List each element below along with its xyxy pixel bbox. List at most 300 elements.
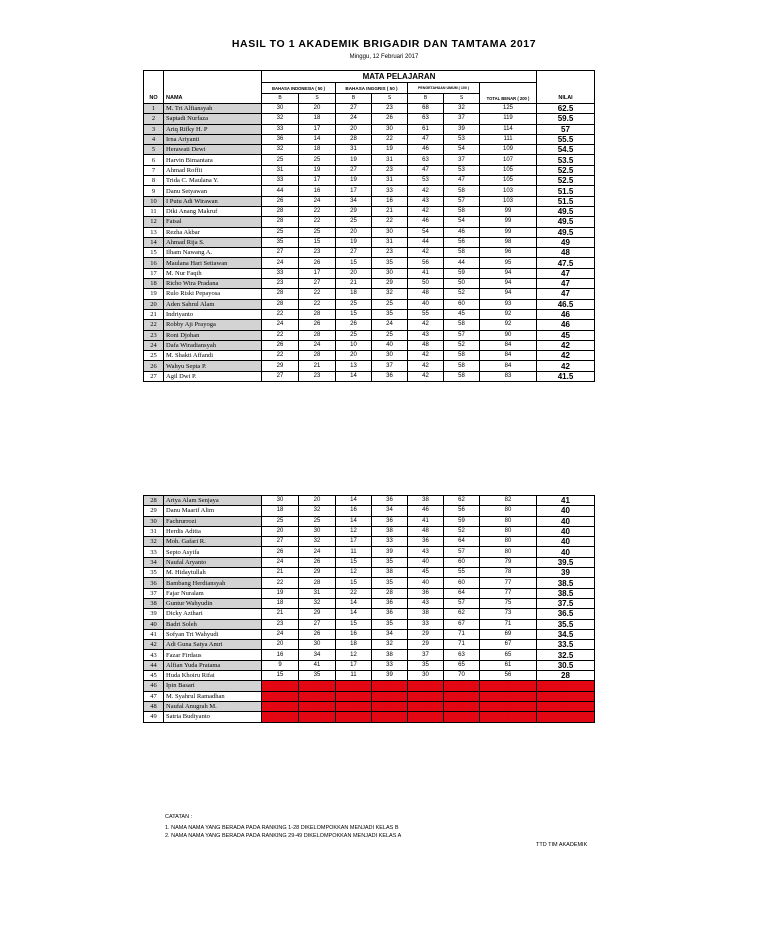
table-row [144, 619, 595, 629]
cell-bing-b: 16 [336, 506, 372, 516]
cell-nama: Robby Aji Prayoga [164, 320, 262, 330]
cell-bing-b: 20 [336, 227, 372, 237]
table-row [144, 258, 595, 268]
cell-pu-b: 43 [408, 547, 444, 557]
cell-nilai: 51.5 [537, 196, 595, 206]
table-row [144, 516, 595, 526]
cell-total: 80 [480, 547, 537, 557]
cell-nilai: 57 [537, 124, 595, 134]
cell-pu-b: 44 [408, 237, 444, 247]
cell-bi-b: 18 [262, 506, 299, 516]
cell-nilai: 53.5 [537, 155, 595, 165]
cell-no: 12 [144, 217, 164, 227]
cell-nilai: 40 [537, 506, 595, 516]
cell-pu-s: 32 [444, 104, 480, 114]
cell-bing-b: 14 [336, 609, 372, 619]
cell-pu-b: 43 [408, 598, 444, 608]
cell-pu-b: 29 [408, 640, 444, 650]
cell-bing-s: 23 [372, 165, 408, 175]
cell-nama: Danu Maarif Alim [164, 506, 262, 516]
cell-bi-s: 20 [299, 496, 336, 506]
cell-total: 98 [480, 237, 537, 247]
table-row [144, 547, 595, 557]
cell-pu-s: 39 [444, 124, 480, 134]
cell-total: 92 [480, 320, 537, 330]
cell-bing-s: 36 [372, 609, 408, 619]
cell-bing-b: 0 [336, 712, 372, 722]
cell-nilai: 36.5 [537, 609, 595, 619]
cell-pu-b: 61 [408, 124, 444, 134]
cell-pu-b: 63 [408, 114, 444, 124]
table-row [144, 712, 595, 722]
cell-pu-b: 45 [408, 568, 444, 578]
cell-nama: Fajar Nuralam [164, 588, 262, 598]
cell-bi-b: 0 [262, 681, 299, 691]
cell-total: 73 [480, 609, 537, 619]
cell-bing-b: 27 [336, 248, 372, 258]
cell-nilai: 62.5 [537, 104, 595, 114]
cell-bing-b: 34 [336, 196, 372, 206]
table-row [144, 330, 595, 340]
cell-bi-s: 22 [299, 206, 336, 216]
cell-total: 84 [480, 351, 537, 361]
cell-bi-s: 25 [299, 155, 336, 165]
cell-nilai: 59.5 [537, 114, 595, 124]
cell-bing-b: 20 [336, 268, 372, 278]
cell-total: 83 [480, 371, 537, 381]
cell-total: 77 [480, 578, 537, 588]
cell-pu-b: 41 [408, 268, 444, 278]
cell-bing-s: 34 [372, 629, 408, 639]
cell-pu-s: 58 [444, 351, 480, 361]
cell-no: 21 [144, 309, 164, 319]
cell-bing-s: 29 [372, 279, 408, 289]
cell-bing-s: 38 [372, 650, 408, 660]
table-row [144, 279, 595, 289]
cell-no: 34 [144, 557, 164, 567]
cell-bing-s: 23 [372, 248, 408, 258]
table-row [144, 526, 595, 536]
cell-total: 80 [480, 526, 537, 536]
cell-bing-s: 31 [372, 237, 408, 247]
table-row [144, 629, 595, 639]
table-row [144, 124, 595, 134]
cell-bi-b: 9 [262, 660, 299, 670]
cell-no: 19 [144, 289, 164, 299]
header-s: S [299, 94, 336, 104]
cell-pu-b: 42 [408, 361, 444, 371]
cell-pu-s: 63 [444, 650, 480, 660]
cell-bi-s: 28 [299, 351, 336, 361]
cell-nama: M. Tri Alfiansyah [164, 104, 262, 114]
table-row [144, 506, 595, 516]
cell-nama: I Putu Adi Wirawan [164, 196, 262, 206]
cell-bi-b: 24 [262, 629, 299, 639]
cell-nilai: 49.5 [537, 227, 595, 237]
notes-heading: CATATAN : [165, 814, 193, 820]
cell-bi-b: 33 [262, 124, 299, 134]
cell-no: 17 [144, 268, 164, 278]
cell-no: 15 [144, 248, 164, 258]
cell-nilai: 42 [537, 351, 595, 361]
cell-pu-b: 48 [408, 340, 444, 350]
table-row [144, 588, 595, 598]
cell-bing-s: 36 [372, 516, 408, 526]
cell-bi-s: 31 [299, 588, 336, 598]
cell-no: 8 [144, 176, 164, 186]
cell-no: 35 [144, 568, 164, 578]
header-b: B [262, 94, 299, 104]
cell-nilai: 40 [537, 537, 595, 547]
cell-bing-b: 0 [336, 681, 372, 691]
cell-bi-s: 16 [299, 186, 336, 196]
cell-bing-b: 11 [336, 547, 372, 557]
cell-no: 1 [144, 104, 164, 114]
table-row [144, 155, 595, 165]
cell-bing-s: 30 [372, 268, 408, 278]
header-b: B [336, 94, 372, 104]
cell-nama: Agil Dwi P. [164, 371, 262, 381]
cell-nilai: 40 [537, 526, 595, 536]
cell-bi-s: 24 [299, 196, 336, 206]
cell-bing-s: 21 [372, 206, 408, 216]
cell-nama: Herdis Aditia [164, 526, 262, 536]
cell-pu-s: 70 [444, 671, 480, 681]
cell-no: 48 [144, 701, 164, 711]
cell-bi-s: 29 [299, 568, 336, 578]
cell-bing-s: 19 [372, 145, 408, 155]
cell-bing-b: 15 [336, 258, 372, 268]
cell-bi-s: 26 [299, 320, 336, 330]
cell-nilai: 47 [537, 268, 595, 278]
cell-nama: Naufal Aryanto [164, 557, 262, 567]
table-row [144, 371, 595, 381]
cell-bi-s: 24 [299, 547, 336, 557]
header-bahasa-inggris: BAHASA INGGRIS ( 50 ) [336, 83, 408, 94]
cell-bi-b: 21 [262, 568, 299, 578]
signature: TTD TIM AKADEMIK [536, 842, 588, 848]
cell-bing-s: 33 [372, 660, 408, 670]
cell-pu-s: 58 [444, 371, 480, 381]
cell-bing-s: 22 [372, 217, 408, 227]
cell-pu-b: 46 [408, 217, 444, 227]
cell-bing-s: 36 [372, 371, 408, 381]
cell-bing-s: 16 [372, 196, 408, 206]
cell-bi-s: 17 [299, 176, 336, 186]
cell-bing-b: 11 [336, 671, 372, 681]
cell-bing-s: 0 [372, 712, 408, 722]
cell-pu-s: 54 [444, 217, 480, 227]
cell-no: 10 [144, 196, 164, 206]
cell-nama: Ariq Rifky H. P [164, 124, 262, 134]
cell-bing-s: 36 [372, 496, 408, 506]
cell-total: 0 [480, 701, 537, 711]
cell-bing-b: 10 [336, 340, 372, 350]
cell-nilai: 45 [537, 330, 595, 340]
cell-pu-s: 60 [444, 299, 480, 309]
cell-nilai: 38.5 [537, 588, 595, 598]
cell-nilai: 0 [537, 712, 595, 722]
cell-no: 27 [144, 371, 164, 381]
cell-pu-s: 53 [444, 165, 480, 175]
cell-bing-s: 24 [372, 320, 408, 330]
header-s: S [372, 94, 408, 104]
table-row [144, 660, 595, 670]
cell-nama: Trida C. Maulana Y. [164, 176, 262, 186]
cell-bi-s: 25 [299, 227, 336, 237]
cell-total: 105 [480, 176, 537, 186]
cell-nama: Fachrurrozi [164, 516, 262, 526]
cell-no: 45 [144, 671, 164, 681]
notes-line-1: 1. NAMA NAMA YANG BERADA PADA RANKING 1-28 DIKELOMPOKKAN MENJADI KELAS B [165, 824, 399, 831]
cell-pu-b: 29 [408, 629, 444, 639]
cell-bi-b: 32 [262, 145, 299, 155]
cell-no: 41 [144, 629, 164, 639]
cell-pu-s: 58 [444, 361, 480, 371]
cell-bing-b: 20 [336, 351, 372, 361]
cell-bi-b: 22 [262, 578, 299, 588]
cell-bi-s: 28 [299, 330, 336, 340]
cell-nama: Adi Guna Satya Amri [164, 640, 262, 650]
cell-nama: Ahmad Rija S. [164, 237, 262, 247]
cell-no: 46 [144, 681, 164, 691]
table-row [144, 206, 595, 216]
cell-no: 31 [144, 526, 164, 536]
cell-no: 32 [144, 537, 164, 547]
cell-bing-s: 37 [372, 361, 408, 371]
table-row [144, 217, 595, 227]
cell-bi-b: 0 [262, 691, 299, 701]
cell-bi-b: 28 [262, 299, 299, 309]
cell-bing-b: 29 [336, 206, 372, 216]
cell-total: 77 [480, 588, 537, 598]
cell-no: 5 [144, 145, 164, 155]
cell-pu-b: 42 [408, 351, 444, 361]
cell-pu-b: 63 [408, 155, 444, 165]
cell-bing-s: 40 [372, 340, 408, 350]
cell-bi-s: 15 [299, 237, 336, 247]
cell-nama: Herawati Dewi [164, 145, 262, 155]
cell-nilai: 46 [537, 320, 595, 330]
table-row [144, 186, 595, 196]
cell-bi-s: 28 [299, 309, 336, 319]
cell-pu-b: 40 [408, 299, 444, 309]
table-row [144, 114, 595, 124]
cell-bi-s: 17 [299, 124, 336, 134]
cell-total: 99 [480, 217, 537, 227]
cell-no: 30 [144, 516, 164, 526]
cell-pu-b: 47 [408, 165, 444, 175]
cell-bing-b: 15 [336, 578, 372, 588]
cell-pu-s: 58 [444, 186, 480, 196]
cell-pu-b: 0 [408, 681, 444, 691]
cell-no: 2 [144, 114, 164, 124]
cell-no: 47 [144, 691, 164, 701]
cell-bi-b: 16 [262, 650, 299, 660]
cell-no: 16 [144, 258, 164, 268]
table-row [144, 104, 595, 114]
cell-total: 125 [480, 104, 537, 114]
cell-nilai: 30.5 [537, 660, 595, 670]
cell-nama: Huda Khoiru Rifai [164, 671, 262, 681]
cell-no: 6 [144, 155, 164, 165]
cell-no: 24 [144, 340, 164, 350]
table-row [144, 650, 595, 660]
cell-no: 49 [144, 712, 164, 722]
cell-pu-s: 56 [444, 506, 480, 516]
cell-bing-s: 35 [372, 258, 408, 268]
table-row [144, 165, 595, 175]
cell-pu-b: 36 [408, 588, 444, 598]
cell-nama: Rezha Akbar [164, 227, 262, 237]
cell-nilai: 0 [537, 701, 595, 711]
cell-bi-b: 21 [262, 609, 299, 619]
cell-bing-s: 30 [372, 227, 408, 237]
cell-bi-s: 0 [299, 701, 336, 711]
cell-total: 61 [480, 660, 537, 670]
cell-bing-b: 17 [336, 537, 372, 547]
cell-pu-s: 52 [444, 340, 480, 350]
cell-pu-s: 37 [444, 155, 480, 165]
cell-nama: Indriyanto [164, 309, 262, 319]
cell-nilai: 0 [537, 691, 595, 701]
cell-bing-s: 30 [372, 351, 408, 361]
cell-bi-b: 20 [262, 526, 299, 536]
cell-nama: Satria Budiyanto [164, 712, 262, 722]
table-row [144, 299, 595, 309]
cell-total: 80 [480, 537, 537, 547]
cell-bing-b: 16 [336, 629, 372, 639]
notes-line-2: 2. NAMA NAMA YANG BERADA PADA RANKING 29-49 DIKELOMPOKKAN MENJADI KELAS A [165, 833, 402, 839]
cell-bi-b: 22 [262, 309, 299, 319]
cell-bing-b: 19 [336, 237, 372, 247]
cell-bi-s: 26 [299, 629, 336, 639]
cell-nama: Ahmad Roffii [164, 165, 262, 175]
cell-pu-b: 47 [408, 134, 444, 144]
cell-pu-b: 42 [408, 248, 444, 258]
cell-total: 96 [480, 248, 537, 258]
cell-nilai: 35.5 [537, 619, 595, 629]
cell-bi-s: 22 [299, 217, 336, 227]
cell-bi-b: 25 [262, 516, 299, 526]
document-title: HASIL TO 1 AKADEMIK BRIGADIR DAN TAMTAMA 2017 [231, 38, 537, 50]
table-row [144, 361, 595, 371]
cell-pu-b: 42 [408, 320, 444, 330]
cell-bi-b: 30 [262, 104, 299, 114]
cell-bing-b: 15 [336, 619, 372, 629]
cell-no: 43 [144, 650, 164, 660]
cell-total: 105 [480, 165, 537, 175]
header-mata-pelajaran: MATA PELAJARAN [262, 71, 537, 83]
cell-bing-b: 26 [336, 320, 372, 330]
cell-pu-s: 71 [444, 640, 480, 650]
cell-total: 84 [480, 361, 537, 371]
cell-bi-b: 23 [262, 619, 299, 629]
cell-bi-s: 32 [299, 537, 336, 547]
cell-total: 99 [480, 227, 537, 237]
cell-nilai: 49.5 [537, 217, 595, 227]
cell-nama: Fazar Firdaus [164, 650, 262, 660]
table-row [144, 681, 595, 691]
cell-bing-s: 0 [372, 681, 408, 691]
cell-bi-s: 34 [299, 650, 336, 660]
cell-total: 119 [480, 114, 537, 124]
cell-bing-s: 33 [372, 186, 408, 196]
cell-nama: Badri Soleh [164, 619, 262, 629]
cell-no: 29 [144, 506, 164, 516]
cell-pu-b: 0 [408, 712, 444, 722]
cell-bi-b: 44 [262, 186, 299, 196]
table-row [144, 248, 595, 258]
cell-bi-b: 0 [262, 712, 299, 722]
cell-bing-b: 20 [336, 124, 372, 134]
cell-bing-s: 32 [372, 640, 408, 650]
cell-pu-b: 42 [408, 186, 444, 196]
cell-bi-s: 22 [299, 289, 336, 299]
cell-nilai: 51.5 [537, 186, 595, 196]
cell-no: 18 [144, 279, 164, 289]
table-row [144, 568, 595, 578]
cell-nama: Faisal [164, 217, 262, 227]
cell-pu-b: 42 [408, 206, 444, 216]
cell-nama: M. Shakti Affandi [164, 351, 262, 361]
cell-total: 56 [480, 671, 537, 681]
cell-pu-b: 46 [408, 506, 444, 516]
cell-total: 90 [480, 330, 537, 340]
cell-nama: Harvin Bimantara [164, 155, 262, 165]
cell-total: 67 [480, 640, 537, 650]
cell-no: 14 [144, 237, 164, 247]
table-row [144, 609, 595, 619]
cell-nama: Ipin Basari [164, 681, 262, 691]
cell-bing-b: 25 [336, 299, 372, 309]
cell-total: 111 [480, 134, 537, 144]
cell-pu-b: 0 [408, 691, 444, 701]
cell-bi-s: 27 [299, 279, 336, 289]
cell-pu-b: 38 [408, 609, 444, 619]
cell-pu-b: 0 [408, 701, 444, 711]
table-row [144, 227, 595, 237]
cell-total: 0 [480, 691, 537, 701]
cell-total: 82 [480, 496, 537, 506]
cell-pu-b: 56 [408, 258, 444, 268]
cell-nilai: 40 [537, 547, 595, 557]
cell-nama: M. Syahrul Ramadhan [164, 691, 262, 701]
cell-nilai: 33.5 [537, 640, 595, 650]
cell-pu-s: 59 [444, 516, 480, 526]
cell-bi-b: 35 [262, 237, 299, 247]
cell-nilai: 32.5 [537, 650, 595, 660]
cell-pu-b: 30 [408, 671, 444, 681]
cell-bi-s: 0 [299, 691, 336, 701]
cell-pu-b: 37 [408, 650, 444, 660]
table-row [144, 691, 595, 701]
cell-bing-s: 34 [372, 506, 408, 516]
cell-bing-s: 39 [372, 547, 408, 557]
cell-bing-b: 15 [336, 309, 372, 319]
cell-nama: Naufal Anugrah M. [164, 701, 262, 711]
cell-total: 80 [480, 506, 537, 516]
cell-no: 22 [144, 320, 164, 330]
cell-nilai: 47 [537, 289, 595, 299]
table-header [143, 70, 595, 104]
cell-bing-s: 25 [372, 330, 408, 340]
cell-bing-b: 17 [336, 660, 372, 670]
cell-nama: Maulana Hari Setiawan [164, 258, 262, 268]
cell-total: 99 [480, 206, 537, 216]
table-row [144, 537, 595, 547]
header-b: B [408, 94, 444, 104]
